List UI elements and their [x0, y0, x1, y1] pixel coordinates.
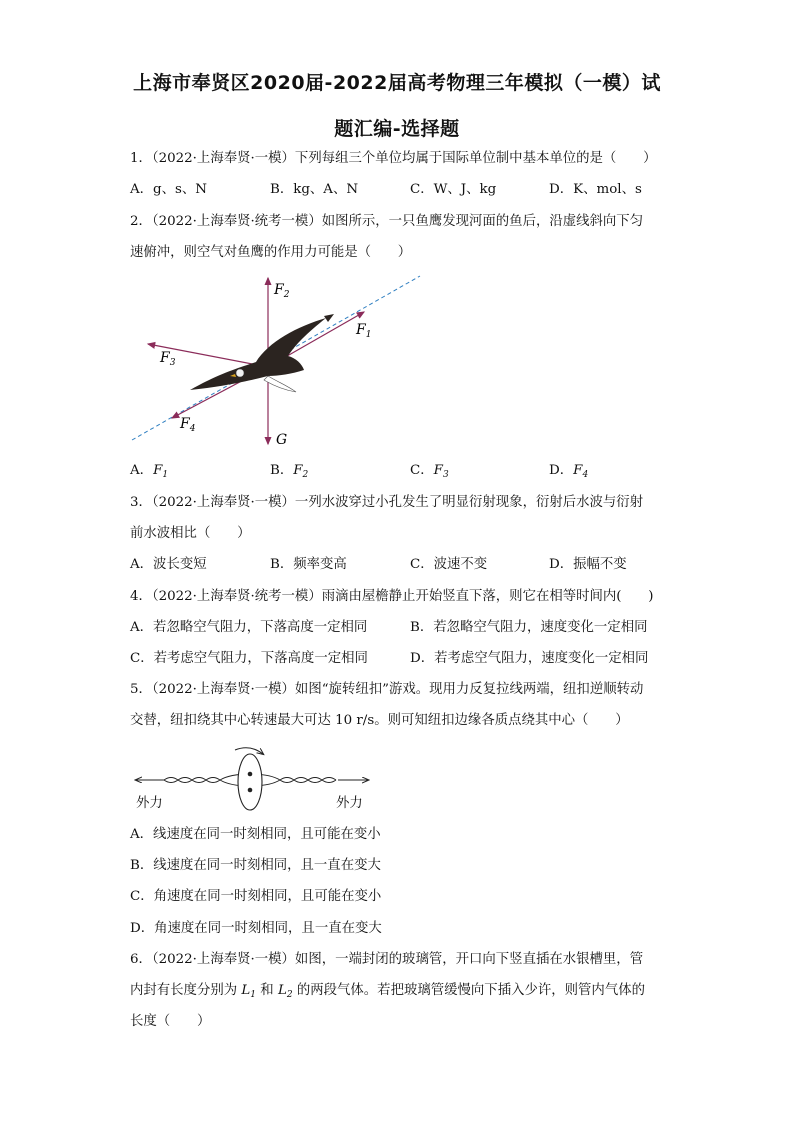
q2-stem-line1: 2．（2022·上海奉贤·统考一模）如图所示，一只鱼鹰发现河面的鱼后，沿虚线斜向下匀 — [130, 214, 644, 229]
q5-stem-line1: 5．（2022·上海奉贤·一模）如图“旋转纽扣”游戏。现用力反复拉线两端，纽扣逆顺转动 — [130, 682, 644, 697]
page-title-line2: 题汇编-选择题 — [334, 118, 460, 140]
q3-option-d: D．振幅不变 — [549, 557, 627, 572]
q5-right-force-label: 外力 — [336, 796, 363, 811]
q5-option-b: B．线速度在同一时刻相同，且一直在变大 — [130, 858, 381, 873]
q4-option-a: A．若忽略空气阻力，下落高度一定相同 — [130, 620, 368, 635]
q5-option-d: D．角速度在同一时刻相同，且一直在变大 — [130, 921, 382, 936]
q4-stem: 4．（2022·上海奉贤·统考一模）雨滴由屋檐静止开始竖直下落，则它在相等时间内( ) — [130, 589, 654, 604]
q1-option-b: B．kg、A、N — [270, 182, 359, 197]
q6-stem-line3: 长度（ ） — [130, 1014, 211, 1029]
label-f3: $F_3$ — [160, 350, 176, 368]
q5-left-force-label: 外力 — [136, 796, 163, 811]
q3-stem-line1: 3．（2022·上海奉贤·一模）一列水波穿过小孔发生了明显衍射现象，衍射后水波与衍射 — [130, 495, 644, 510]
q6-stem-line2: 内封有长度分别为 $L_1$ 和 $L_2$ 的两段气体。若把玻璃管缓慢向下插入少许，则管内气体的 — [130, 983, 645, 1000]
q3-option-b: B．频率变高 — [270, 557, 347, 572]
button-disc — [238, 754, 262, 810]
button-hole-bottom — [248, 788, 253, 793]
q5-stem-line2: 交替，纽扣绕其中心转速最大可达 10 r/s。则可知纽扣边缘各质点绕其中心（ ） — [130, 713, 629, 728]
q5-option-a: A．线速度在同一时刻相同，且可能在变小 — [130, 827, 381, 842]
page-title-line1: 上海市奉贤区2020届-2022届高考物理三年模拟（一模）试 — [133, 72, 661, 94]
q2-option-a: A．$F_1$ — [130, 463, 169, 480]
q4-option-d: D．若考虑空气阻力，速度变化一定相同 — [410, 651, 649, 666]
q1-stem: 1．（2022·上海奉贤·一模）下列每组三个单位均属于国际单位制中基本单位的是（ ） — [130, 151, 657, 166]
label-f1: $F_1$ — [356, 322, 372, 340]
q3-option-c: C．波速不变 — [410, 557, 488, 572]
q3-stem-line2: 前水波相比（ ） — [130, 526, 251, 541]
q1-option-c: C．W、J、kg — [410, 182, 497, 197]
q6-stem-line1: 6．（2022·上海奉贤·一模）如图，一端封闭的玻璃管，开口向下竖直插在水银槽里，管 — [130, 952, 644, 967]
q2-option-d: D．$F_4$ — [549, 463, 589, 480]
q2-option-b: B．$F_2$ — [270, 463, 309, 480]
q2-stem-line2: 速俯冲，则空气对鱼鹰的作用力可能是（ ） — [130, 245, 412, 260]
label-f2: $F_2$ — [274, 282, 290, 300]
q5-option-c: C．角速度在同一时刻相同，且可能在变小 — [130, 889, 382, 904]
q1-option-a: A．g、s、N — [130, 182, 208, 197]
rotation-arrow — [235, 748, 263, 754]
label-f4: $F_4$ — [180, 416, 196, 434]
q4-option-b: B．若忽略空气阻力，速度变化一定相同 — [410, 620, 648, 635]
label-g: G — [276, 432, 288, 448]
q4-option-c: C．若考虑空气阻力，下落高度一定相同 — [130, 651, 368, 666]
q2-option-c: C．$F_3$ — [410, 463, 449, 480]
eagle-force-diagram — [128, 272, 428, 452]
q1-option-d: D．K、mol、s — [549, 182, 642, 197]
button-hole-top — [248, 772, 253, 777]
q3-option-a: A．波长变短 — [130, 557, 207, 572]
eagle-image — [190, 314, 334, 392]
